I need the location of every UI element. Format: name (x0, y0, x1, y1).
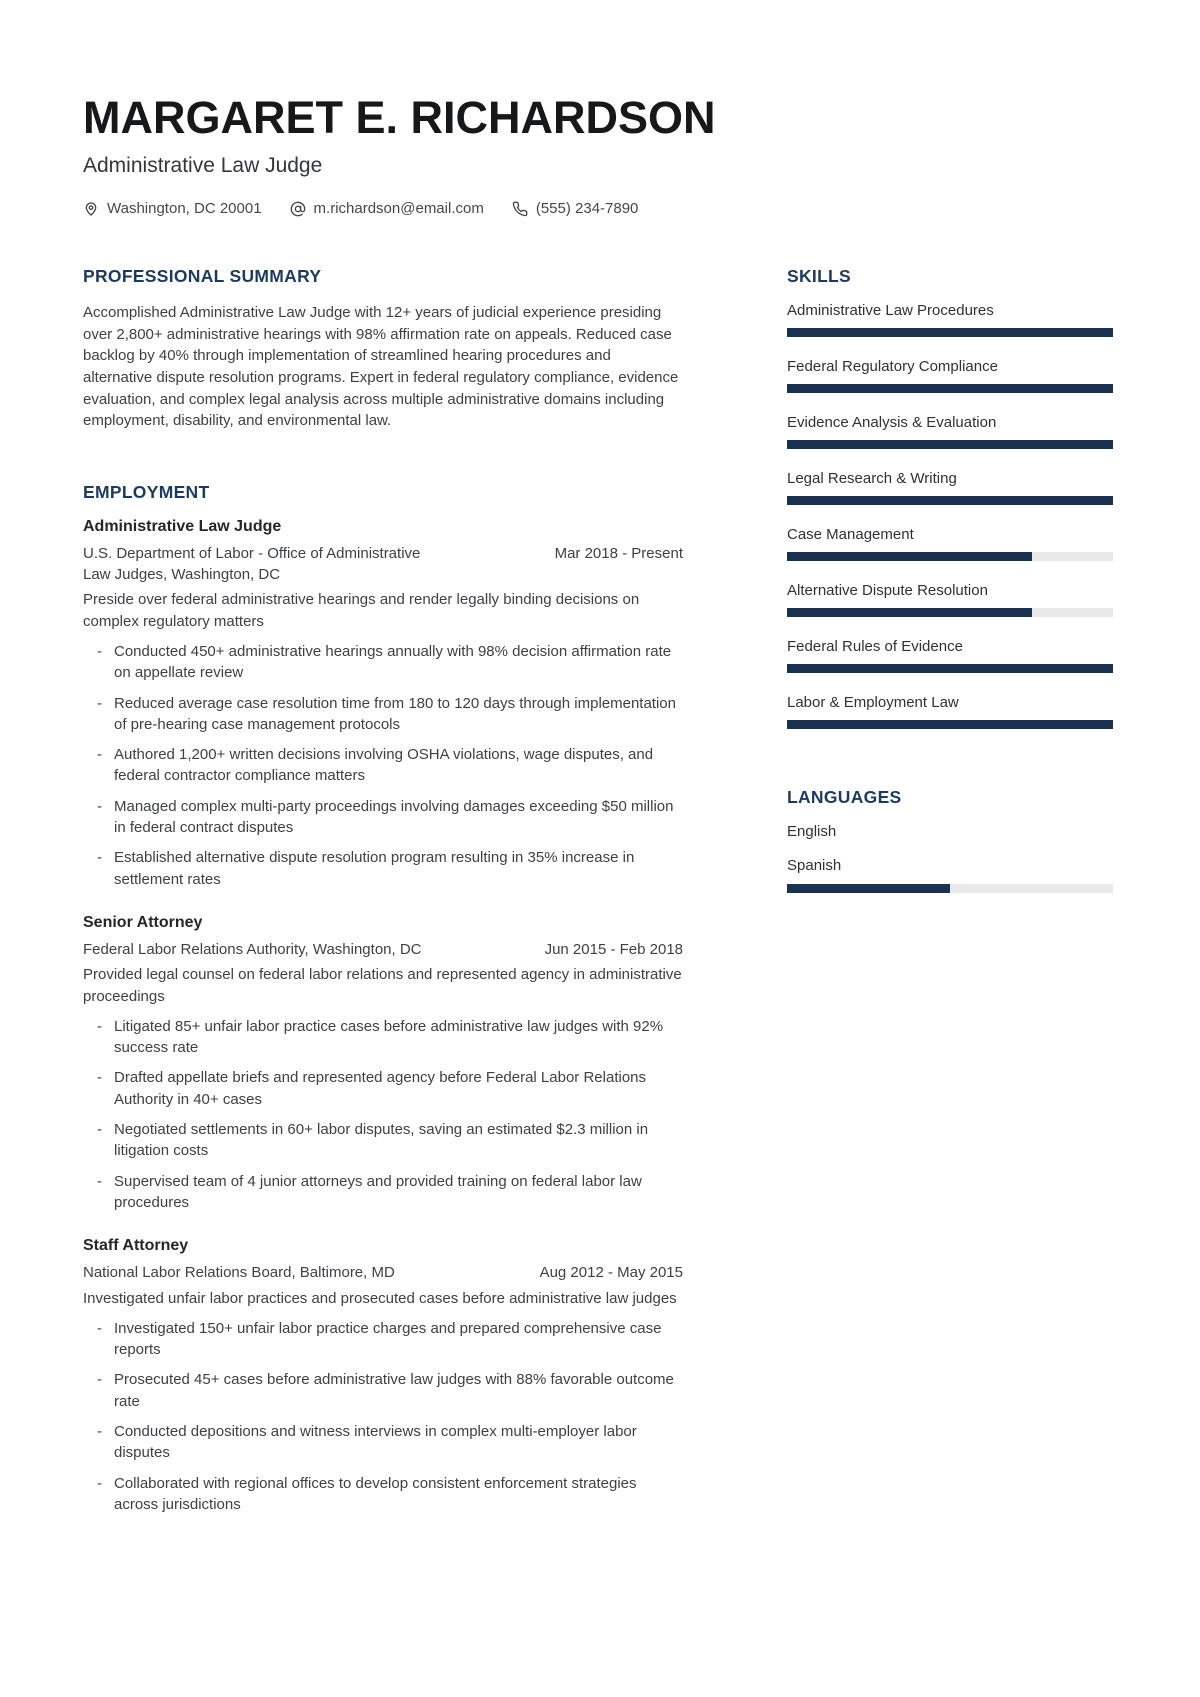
summary-heading: PROFESSIONAL SUMMARY (83, 266, 322, 287)
contact-phone (512, 200, 639, 217)
contact-email-text: m.richardson@email.com (313, 200, 484, 218)
skill-bar (787, 552, 1113, 561)
resume-body (83, 266, 1113, 1524)
skill-bar-fill (787, 384, 1113, 393)
skill-item (787, 302, 1113, 337)
phone-icon (512, 201, 528, 217)
job-company: U.S. Department of Labor - Office of Administrative Law Judges, Washington, DC (83, 544, 421, 584)
skill-label: Legal Research & Writing (787, 470, 957, 488)
skill-bar (787, 328, 1113, 337)
summary-text: Accomplished Administrative Law Judge with 12+ years of judicial experience presiding over 2,800+ administrative hearings with 98% affirmation rate on appeals. Reduced case backlog by 40% through implementation of streamlined hearing procedures and alternative dispute resolution programs. Expert in federal regulatory compliance, evidence evaluation, and complex legal analysis across multiple administrative domains including employment, disability, and environmental law. (83, 304, 679, 430)
job-bullet: - Drafted appellate briefs and represented agency before Federal Labor Relations Authority in 40+ cases (83, 1067, 683, 1110)
job-bullet: - Collaborated with regional offices to develop consistent enforcement strategies across jurisdictions (83, 1473, 683, 1516)
language-label: Spanish (787, 857, 842, 875)
location-pin-icon (83, 201, 99, 217)
contact-row (83, 200, 1113, 217)
skill-item (787, 638, 1113, 673)
language-item (787, 823, 1113, 840)
job-dates: Mar 2018 - Present (554, 544, 683, 562)
language-item (787, 857, 1113, 893)
skill-item (787, 694, 1113, 729)
skill-bar-fill (787, 664, 1113, 673)
contact-phone-text: (555) 234-7890 (535, 200, 639, 218)
skill-item (787, 358, 1113, 393)
language-bar (787, 884, 1113, 893)
job-bullet: - Prosecuted 45+ cases before administrative law judges with 88% favorable outcome rate (83, 1369, 683, 1412)
skill-label: Administrative Law Procedures (787, 302, 994, 320)
job-entry (83, 1237, 683, 1515)
job-bullet: - Conducted depositions and witness interviews in complex multi-employer labor disputes (83, 1421, 683, 1464)
skill-bar (787, 440, 1113, 449)
contact-email (290, 200, 484, 217)
job-bullet-list (83, 1016, 683, 1213)
job-bullet: - Authored 1,200+ written decisions involving OSHA violations, wage disputes, and federal contractor compliance matters (83, 744, 683, 787)
language-label: English (787, 823, 837, 841)
skill-bar (787, 664, 1113, 673)
skill-item (787, 526, 1113, 561)
skill-label: Evidence Analysis & Evaluation (787, 414, 997, 432)
languages-heading: LANGUAGES (787, 787, 902, 808)
summary-section (83, 266, 683, 432)
skill-item (787, 582, 1113, 617)
skill-label: Case Management (787, 526, 914, 544)
skill-item (787, 414, 1113, 449)
job-title: Senior Attorney (83, 913, 203, 931)
skills-section (787, 266, 1113, 729)
skill-bar-fill (787, 552, 1032, 561)
at-icon (290, 201, 306, 217)
employment-heading: EMPLOYMENT (83, 481, 210, 502)
skill-item (787, 470, 1113, 505)
skill-bar-fill (787, 440, 1113, 449)
job-title: Staff Attorney (83, 1237, 189, 1255)
job-title: Administrative Law Judge (83, 517, 282, 535)
skill-bar-fill (787, 720, 1113, 729)
skill-bar-fill (787, 328, 1113, 337)
resume-header (83, 94, 1113, 217)
job-bullet-list (83, 1318, 683, 1515)
job-description: Investigated unfair labor practices and prosecuted cases before administrative law judges (83, 1289, 677, 1307)
skill-bar (787, 608, 1113, 617)
job-dates: Aug 2012 - May 2015 (539, 1264, 683, 1282)
job-entry (83, 914, 683, 1213)
job-bullet: - Litigated 85+ unfair labor practice cases before administrative law judges with 92% success rate (83, 1016, 683, 1059)
job-meta (83, 543, 683, 586)
job-meta (83, 1262, 683, 1283)
skill-label: Alternative Dispute Resolution (787, 582, 988, 600)
job-company: National Labor Relations Board, Baltimore, MD (83, 1264, 395, 1282)
job-description: Provided legal counsel on federal labor relations and represented agency in administrative proceedings (83, 966, 682, 1005)
contact-location-text: Washington, DC 20001 (107, 200, 262, 218)
left-column (83, 266, 683, 1524)
skill-label: Federal Regulatory Compliance (787, 358, 998, 376)
skill-bar (787, 496, 1113, 505)
skill-bar-fill (787, 496, 1113, 505)
person-title: Administrative Law Judge (83, 154, 323, 178)
skill-bar (787, 384, 1113, 393)
languages-section (787, 787, 1113, 893)
skills-heading: SKILLS (787, 266, 852, 287)
person-name: MARGARET E. RICHARDSON (83, 92, 716, 143)
job-bullet-list (83, 641, 683, 890)
skill-label: Federal Rules of Evidence (787, 638, 963, 656)
job-bullet: - Supervised team of 4 junior attorneys and provided training on federal labor law procedures (83, 1171, 683, 1214)
employment-section (83, 482, 683, 1515)
skill-bar-fill (787, 608, 1032, 617)
job-bullet: - Reduced average case resolution time from 180 to 120 days through implementation of pre-hearing case management protocols (83, 693, 683, 736)
right-column (787, 266, 1113, 1524)
job-meta (83, 939, 683, 960)
skill-label: Labor & Employment Law (787, 694, 959, 712)
job-description: Preside over federal administrative hearings and render legally binding decisions on complex regulatory matters (83, 591, 640, 630)
job-bullet: - Conducted 450+ administrative hearings annually with 98% decision affirmation rate on appellate review (83, 641, 683, 684)
job-entry (83, 518, 683, 890)
job-bullet: - Investigated 150+ unfair labor practice charges and prepared comprehensive case reports (83, 1318, 683, 1361)
skill-bar (787, 720, 1113, 729)
job-dates: Jun 2015 - Feb 2018 (544, 940, 683, 958)
job-bullet: - Negotiated settlements in 60+ labor disputes, saving an estimated $2.3 million in litigation costs (83, 1119, 683, 1162)
job-company: Federal Labor Relations Authority, Washington, DC (83, 940, 422, 958)
job-bullet: - Established alternative dispute resolution program resulting in 35% increase in settlement rates (83, 847, 683, 890)
contact-location (83, 200, 262, 217)
language-bar-fill (787, 884, 950, 893)
job-bullet: - Managed complex multi-party proceedings involving damages exceeding $50 million in federal contract disputes (83, 796, 683, 839)
